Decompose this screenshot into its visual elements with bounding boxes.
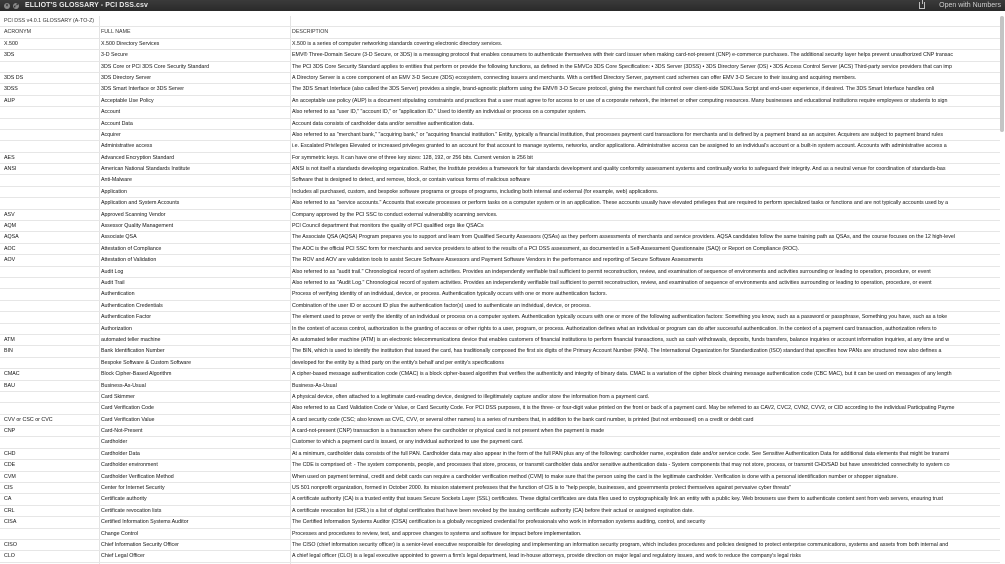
acronym-cell: CVV or CSC or CVC: [4, 416, 53, 423]
full-name-cell: 3DS Core or PCI 3DS Core Security Standard: [101, 63, 210, 70]
table-row: [0, 483, 1000, 494]
description-cell: Customer to which a payment card is issued, or any individual authorized to use the payment card.: [292, 439, 524, 446]
table-row: [0, 460, 1000, 471]
full-name-cell: Certificate revocation lists: [101, 507, 162, 514]
description-cell: The AOC is the official PCI SSC form for merchants and service providers to attest to the results of a PCI DSS assessment, as documented in a Self-Assessment Questionnaire (SAQ) or Report on Compliance (ROC).: [292, 245, 800, 252]
full-name-cell: Bank Identification Number: [101, 348, 165, 355]
acronym-cell: [4, 267, 96, 278]
acronym-cell: AQM: [4, 223, 17, 230]
description-cell: A card-not-present (CNP) transaction is a transaction where the cardholder or physical card is not present when the payment is made: [292, 428, 605, 435]
table-row: [0, 346, 1000, 357]
table-row: [0, 107, 1000, 118]
full-name-cell: X.500 Directory Services: [101, 40, 160, 47]
table-row: [0, 50, 1000, 61]
full-name-cell: Card Verification Code: [101, 405, 154, 412]
table-row: [0, 175, 1000, 186]
acronym-cell: CISA: [4, 519, 17, 526]
description-cell: Software that is designed to detect, and remove, block, or contain various forms of malicious software: [292, 177, 530, 184]
table-row: [0, 221, 1000, 232]
description-cell: An automated teller machine (ATM) is an electronic telecommunications device that enables customers of financial institutions to perform financial transactions, such as cash withdrawals, deposits, funds transfers, balance inquiries or account information inquiries, at any time and w: [292, 336, 950, 343]
description-cell: The CISO (chief information security officer) is a senior-level executive responsible for developing and implementing an information security program, which includes procedures and policies designed to protect enterprise communications, systems and assets from both internal and: [292, 541, 949, 548]
table-row: [0, 437, 1000, 448]
full-name-cell: Bespoke Software & Custom Software: [101, 359, 192, 366]
description-cell: A cipher-based message authentication code (CMAC) is a block cipher-based algorithm that verifies the authenticity and integrity of binary data. CMAC is a variation of the cipher block chaining message authentication code (CBC MAC), but it can be used on messages of any length: [292, 371, 952, 378]
full-name-cell: Authentication: [101, 291, 135, 298]
acronym-cell: 3DS DS: [4, 74, 24, 81]
table-row: [0, 494, 1000, 505]
full-name-cell: Chief Information Security Officer: [101, 541, 179, 548]
full-name-cell: Assessor Quality Management: [101, 223, 174, 230]
acronym-cell: BIN: [4, 348, 13, 355]
acronym-cell: BAU: [4, 382, 15, 389]
vertical-scrollbar[interactable]: [1000, 16, 1004, 132]
full-name-cell: Certificate authority: [101, 496, 147, 503]
header-description: DESCRIPTION: [292, 29, 329, 36]
table-row: [0, 392, 1000, 403]
acronym-cell: [4, 278, 96, 289]
full-name-cell: Cardholder environment: [101, 462, 158, 469]
full-name-cell: Center for Internet Security: [101, 485, 165, 492]
description-cell: The Certified Information Systems Auditor (CISA) certification is a globally recognized credential for professionals who work in information systems auditing, control, and security: [292, 519, 706, 526]
acronym-cell: AOV: [4, 257, 16, 264]
acronym-cell: [4, 141, 96, 152]
close-icon[interactable]: ×: [5, 2, 9, 9]
full-name-cell: Application and System Accounts: [101, 200, 180, 207]
description-cell: Processes and procedures to review, test, and approve changes to systems and software for impact before implementation.: [292, 530, 582, 537]
full-name-cell: Cardholder Data: [101, 450, 140, 457]
acronym-cell: [4, 301, 96, 312]
acronym-cell: CLO: [4, 553, 15, 560]
description-cell: Also referred to as Card Validation Code or Value, or Card Security Code. For PCI DSS purposes, it is the three- or four-digit value printed on the front or back of a payment card. May be referred to as CAV2, CVC2, CVN2, CVV2, or CID according to the individual Participating Payme: [292, 405, 955, 412]
full-name-cell: Chief Legal Officer: [101, 553, 145, 560]
acronym-cell: 3DSS: [4, 86, 18, 93]
table-row: [0, 426, 1000, 437]
table-row: [0, 153, 1000, 164]
table-row: [0, 369, 1000, 380]
fullscreen-icon[interactable]: ⤢: [13, 2, 18, 9]
table-row: [0, 301, 1000, 312]
description-cell: A chief legal officer (CLO) is a legal executive appointed to govern a firm's legal department, lead in-house attorneys, provide direction on major legal and regulatory issues, and work to reduce the company's legal risks: [292, 553, 801, 560]
table-row: [0, 415, 1000, 426]
acronym-cell: [4, 175, 96, 186]
description-cell: The Associate QSA (AQSA) Program prepares you to support and learn from Qualified Security Assessors (QSAs) as they perform assessments of merchants and service providers. AQSA candidates follow the same training path as QSAs, and the course focuses on the 12 high-level: [292, 234, 956, 241]
description-cell: The CDE is comprised of: - The system components, people, and processes that store, process, or transmit cardholder data and/or sensitive authentication data - System components that may not store, process, or transmit CHD/SAD but have unrestricted connectivity to system co: [292, 462, 950, 469]
description-cell: PCI Council department that monitors the quality of PCI qualified orgs like QSACs: [292, 223, 484, 230]
acronym-cell: CNP: [4, 428, 16, 435]
table-row: [0, 289, 1000, 300]
table-row: [0, 232, 1000, 243]
full-name-cell: 3-D Secure: [101, 52, 128, 59]
table-row: [0, 540, 1000, 551]
table-row: [0, 130, 1000, 141]
table-row: [0, 472, 1000, 483]
acronym-cell: AQSA: [4, 234, 19, 241]
table-row: [0, 324, 1000, 335]
description-cell: The 3DS Smart Interface (also called the 3DS Server) provides a single, brand-agnostic platform using the EMV® 3-D Secure protocol, giving the merchant full control over client-side SDK/Java Script and end-user experience, if desired. The 3DS Smart Interface handles onli: [292, 86, 935, 93]
table-row: [0, 529, 1000, 540]
acronym-cell: [4, 130, 96, 141]
header-row: [0, 27, 1000, 38]
full-name-cell: Account: [101, 109, 121, 116]
full-name-cell: Authorization: [101, 325, 132, 332]
description-cell: i.e. Escalated Privileges Elevated or increased privileges granted to an account for that account to manage systems, networks, and/or applications. Administrative access can be assigned to an individual's account or a built-in system account. Accounts with administrative access a: [292, 143, 947, 150]
full-name-cell: Acquirer: [101, 131, 121, 138]
description-cell: Also referred to as "Audit Log." Chronological record of system activities. Provides an independently verifiable trail sufficient to permit reconstruction, review, and examination of sequence of environments and activities surrounding or leading to operation, procedure, or event: [292, 279, 932, 286]
description-cell: An acceptable use policy (AUP) is a document stipulating constraints and practices that a user must agree to for access to or use of a corporate network, the internet or other computing resources. Many businesses and educational institutions require employees or students to sign: [292, 97, 948, 104]
description-cell: US 501 nonprofit organization, formed in October 2000. Its mission statement professes that the function of CIS is to "help people, businesses, and governments protect themselves against pervasive cyber threats": [292, 485, 791, 492]
acronym-cell: ASV: [4, 211, 15, 218]
full-name-cell: Card-Not-Present: [101, 428, 143, 435]
titlebar-actions: [919, 0, 1001, 11]
full-name-cell: Attestation of Validation: [101, 257, 157, 264]
full-name-cell: 3DS Smart Interface or 3DS Server: [101, 86, 185, 93]
full-name-cell: Account Data: [101, 120, 133, 127]
table-row: [0, 358, 1000, 369]
full-name-cell: Approved Scanning Vendor: [101, 211, 166, 218]
table-row: [0, 403, 1000, 414]
table-row: [0, 381, 1000, 392]
description-cell: developed for the entity by a third party on the entity's behalf and per entity's specifications: [292, 359, 504, 366]
full-name-cell: Audit Log: [101, 268, 124, 275]
description-cell: The element used to prove or verify the identity of an individual or process on a computer system. Authentication typically occurs with one or more of the following authentication factors: Something you know, such as a password or passphrase, Something you have, such as a toke: [292, 314, 948, 321]
acronym-cell: CRL: [4, 507, 15, 514]
table-row: [0, 187, 1000, 198]
acronym-cell: CHD: [4, 450, 16, 457]
header-full-name: FULL NAME: [101, 29, 131, 36]
description-cell: At a minimum, cardholder data consists of the full PAN. Cardholder data may also appear in the form of the full PAN plus any of the following: cardholder name, expiration date and/or service code. See Sensitive Authentication Data for additional data elements that might be transmi: [292, 450, 949, 457]
description-cell: The ROV and AOV are validation tools to assist Secure Software Assessors and Payment Software Vendors in the performance and reporting of Secure Software Assessments: [292, 257, 704, 264]
table-row: [0, 278, 1000, 289]
table-row: [0, 210, 1000, 221]
description-cell: Also referred to as "user ID," "account ID," or "application ID." Used to identify an individual or process on a computer system.: [292, 109, 587, 116]
acronym-cell: [4, 198, 96, 209]
acronym-cell: AUP: [4, 97, 15, 104]
acronym-cell: CISO: [4, 541, 17, 548]
window-title: ELLIOT'S GLOSSARY - PCI DSS.csv: [25, 2, 149, 9]
header-acronym: ACRONYM: [4, 29, 32, 36]
full-name-cell: Certified Information Systems Auditor: [101, 519, 189, 526]
acronym-cell: ANSI: [4, 166, 17, 173]
acronym-cell: [4, 529, 96, 540]
full-name-cell: Block Cipher-Based Algorithm: [101, 371, 172, 378]
table-row: [0, 119, 1000, 130]
window-titlebar: [0, 0, 1005, 11]
sheet-title-cell: PCI DSS v4.0.1 GLOSSARY (A-TO-Z): [4, 18, 95, 24]
description-cell: Company approved by the PCI SSC to conduct external vulnerability scanning services.: [292, 211, 498, 218]
full-name-cell: Authentication Factor: [101, 314, 152, 321]
acronym-cell: AES: [4, 154, 15, 161]
acronym-cell: CMAC: [4, 371, 20, 378]
full-name-cell: Acceptable Use Policy: [101, 97, 154, 104]
description-cell: Process of verifying identity of an individual, device, or process. Authentication typically occurs with one or more authentication factors.: [292, 291, 608, 298]
share-icon[interactable]: [919, 2, 925, 9]
spreadsheet-preview[interactable]: [0, 16, 1000, 564]
acronym-cell: X.500: [4, 40, 18, 47]
description-cell: For symmetric keys. It can have one of three key sizes: 128, 192, or 256 bits. Current version is 256 bit: [292, 154, 533, 161]
description-cell: EMV® Three-Domain Secure (3-D Secure, or 3DS) is a messaging protocol that enables consumers to authenticate themselves with their card issuer when making card-not-present (CNP) e-commerce purchases. The additional security layer helps prevent unauthorized CNP transac: [292, 52, 954, 59]
acronym-cell: 3DS: [4, 52, 15, 59]
table-row: [0, 244, 1000, 255]
acronym-cell: [4, 437, 96, 448]
description-cell: In the context of access control, authorization is the granting of access or other rights to a user, program, or process. Authorization defines what an individual or program can do after successful authentication. In the context of a payment card transaction, authorization refers to: [292, 325, 937, 332]
acronym-cell: [4, 312, 96, 323]
full-name-cell: Change Control: [101, 530, 139, 537]
description-cell: Business-As-Usual: [292, 382, 337, 389]
table-row: [0, 506, 1000, 517]
description-cell: A certificate revocation list (CRL) is a list of digital certificates that have been revoked by the issuing certificate authority (CA) before their actual or assigned expiration date.: [292, 507, 694, 514]
full-name-cell: automated teller machine: [101, 336, 161, 343]
acronym-cell: [4, 392, 96, 403]
acronym-cell: [4, 289, 96, 300]
acronym-cell: [4, 107, 96, 118]
acronym-cell: CVM: [4, 473, 16, 480]
title-row: [0, 16, 1000, 27]
table-row: [0, 62, 1000, 73]
full-name-cell: Authentication Credentials: [101, 302, 163, 309]
acronym-cell: [4, 119, 96, 130]
description-cell: Also referred to as "audit trail." Chronological record of system activities. Provides an independently verifiable trail sufficient to permit reconstruction, review, and examination of sequence of environments and activities surrounding or leading to operation, procedure, or event: [292, 268, 931, 275]
acronym-cell: [4, 358, 96, 369]
full-name-cell: Business-As-Usual: [101, 382, 146, 389]
table-row: [0, 517, 1000, 528]
table-row: [0, 73, 1000, 84]
open-with-button[interactable]: Open with Numbers: [939, 2, 1001, 9]
description-cell: ANSI is not itself a standards developing organization. Rather, the Institute provides a framework for fair standards development and quality conformity assessment systems and continually works to safeguard their integrity. And as a neutral venue for coordination of standards-bas: [292, 166, 946, 173]
table-row: [0, 141, 1000, 152]
table-row: [0, 312, 1000, 323]
acronym-cell: [4, 403, 96, 414]
table-row: [0, 84, 1000, 95]
full-name-cell: Cardholder: [101, 439, 128, 446]
description-cell: A Directory Server is a core component of an EMV 3-D Secure (3DS) ecosystem, connecting issuers and merchants. With a certified Directory Server, payment card schemes can offer EMV 3-D Secure to their issuing and acquiring members.: [292, 74, 857, 81]
description-cell: A card security code (CSC; also known as CVC, CVV, or several other names) is a series of numbers that, in addition to the bank card number, is printed (but not embossed) on a credit or debit card: [292, 416, 754, 423]
full-name-cell: Card Skimmer: [101, 393, 135, 400]
full-name-cell: Administrative access: [101, 143, 153, 150]
table-row: [0, 255, 1000, 266]
full-name-cell: Attestation of Compliance: [101, 245, 162, 252]
full-name-cell: Audit Trail: [101, 279, 125, 286]
description-cell: The BIN, which is used to identify the institution that issued the card, has traditionally composed the first six digits of the Primary Account Number (PAN). The International Organization for Standardization (ISO) standard that specifies how PANs are structured now also defines a: [292, 348, 942, 355]
full-name-cell: Cardholder Verification Method: [101, 473, 174, 480]
table-row: [0, 335, 1000, 346]
acronym-cell: [4, 324, 96, 335]
description-cell: Includes all purchased, custom, and bespoke software programs or groups of programs, including both internal and external (for example, web) applications.: [292, 188, 659, 195]
table-row: [0, 198, 1000, 209]
description-cell: A certificate authority (CA) is a trusted entity that issues Secure Sockets Layer (SSL) certificates. These digital certificates are data files used to cryptographically link an entity with a public key. Web browsers use them to authenticate content sent from web servers, ensuring trust: [292, 496, 943, 503]
acronym-cell: ATM: [4, 336, 15, 343]
acronym-cell: [4, 62, 96, 73]
description-cell: A physical device, often attached to a legitimate card-reading device, designed to illegitimately capture and/or store the information from a payment card.: [292, 393, 650, 400]
full-name-cell: Application: [101, 188, 127, 195]
acronym-cell: CDE: [4, 462, 16, 469]
full-name-cell: Advanced Encryption Standard: [101, 154, 175, 161]
full-name-cell: Associate QSA: [101, 234, 137, 241]
description-cell: Account data consists of cardholder data and/or sensitive authentication data.: [292, 120, 474, 127]
table-row: [0, 164, 1000, 175]
description-cell: The PCI 3DS Core Security Standard applies to entities that perform or provide the following functions, as defined in the EMVCo 3DS Core Specification: • 3DS Server (3DSS) • 3DS Directory Server (DS) • 3DS Access Control Server (ACS) Third-party service providers that can imp: [292, 63, 952, 70]
table-row: [0, 96, 1000, 107]
description-cell: Combination of the user ID or account ID plus the authentication factor(s) used to authenticate an individual, device, or process.: [292, 302, 591, 309]
acronym-cell: [4, 187, 96, 198]
acronym-cell: CA: [4, 496, 12, 503]
acronym-cell: CIS: [4, 485, 13, 492]
full-name-cell: American National Standards Institute: [101, 166, 190, 173]
acronym-cell: AOC: [4, 245, 16, 252]
full-name-cell: Anti-Malware: [101, 177, 132, 184]
table-row: [0, 449, 1000, 460]
description-cell: Also referred to as "service accounts." Accounts that execute processes or perform tasks on a computer system or in an application. These accounts usually have elevated privileges that are required to perform specialized tasks or functions and are not typically accounts used by a: [292, 200, 949, 207]
table-row: [0, 267, 1000, 278]
description-cell: Also referred to as "merchant bank," "acquiring bank," or "acquiring financial institution." Entity, typically a financial institution, that processes payment card transactions for merchants and is defined by a payment brand as an acquirer. Acquirers are subject to payment brand rules: [292, 131, 943, 138]
table-row: [0, 551, 1000, 562]
full-name-cell: 3DS Directory Server: [101, 74, 152, 81]
table-row: [0, 39, 1000, 50]
full-name-cell: Card Verification Value: [101, 416, 155, 423]
description-cell: When used on payment terminal, credit and debit cards can require a cardholder verification method (CVM) to make sure that the person using the card is the legitimate cardholder. Verification is done with a personal identification number or shopper signature.: [292, 473, 898, 480]
description-cell: X.500 is a series of computer networking standards covering electronic directory services.: [292, 40, 503, 47]
